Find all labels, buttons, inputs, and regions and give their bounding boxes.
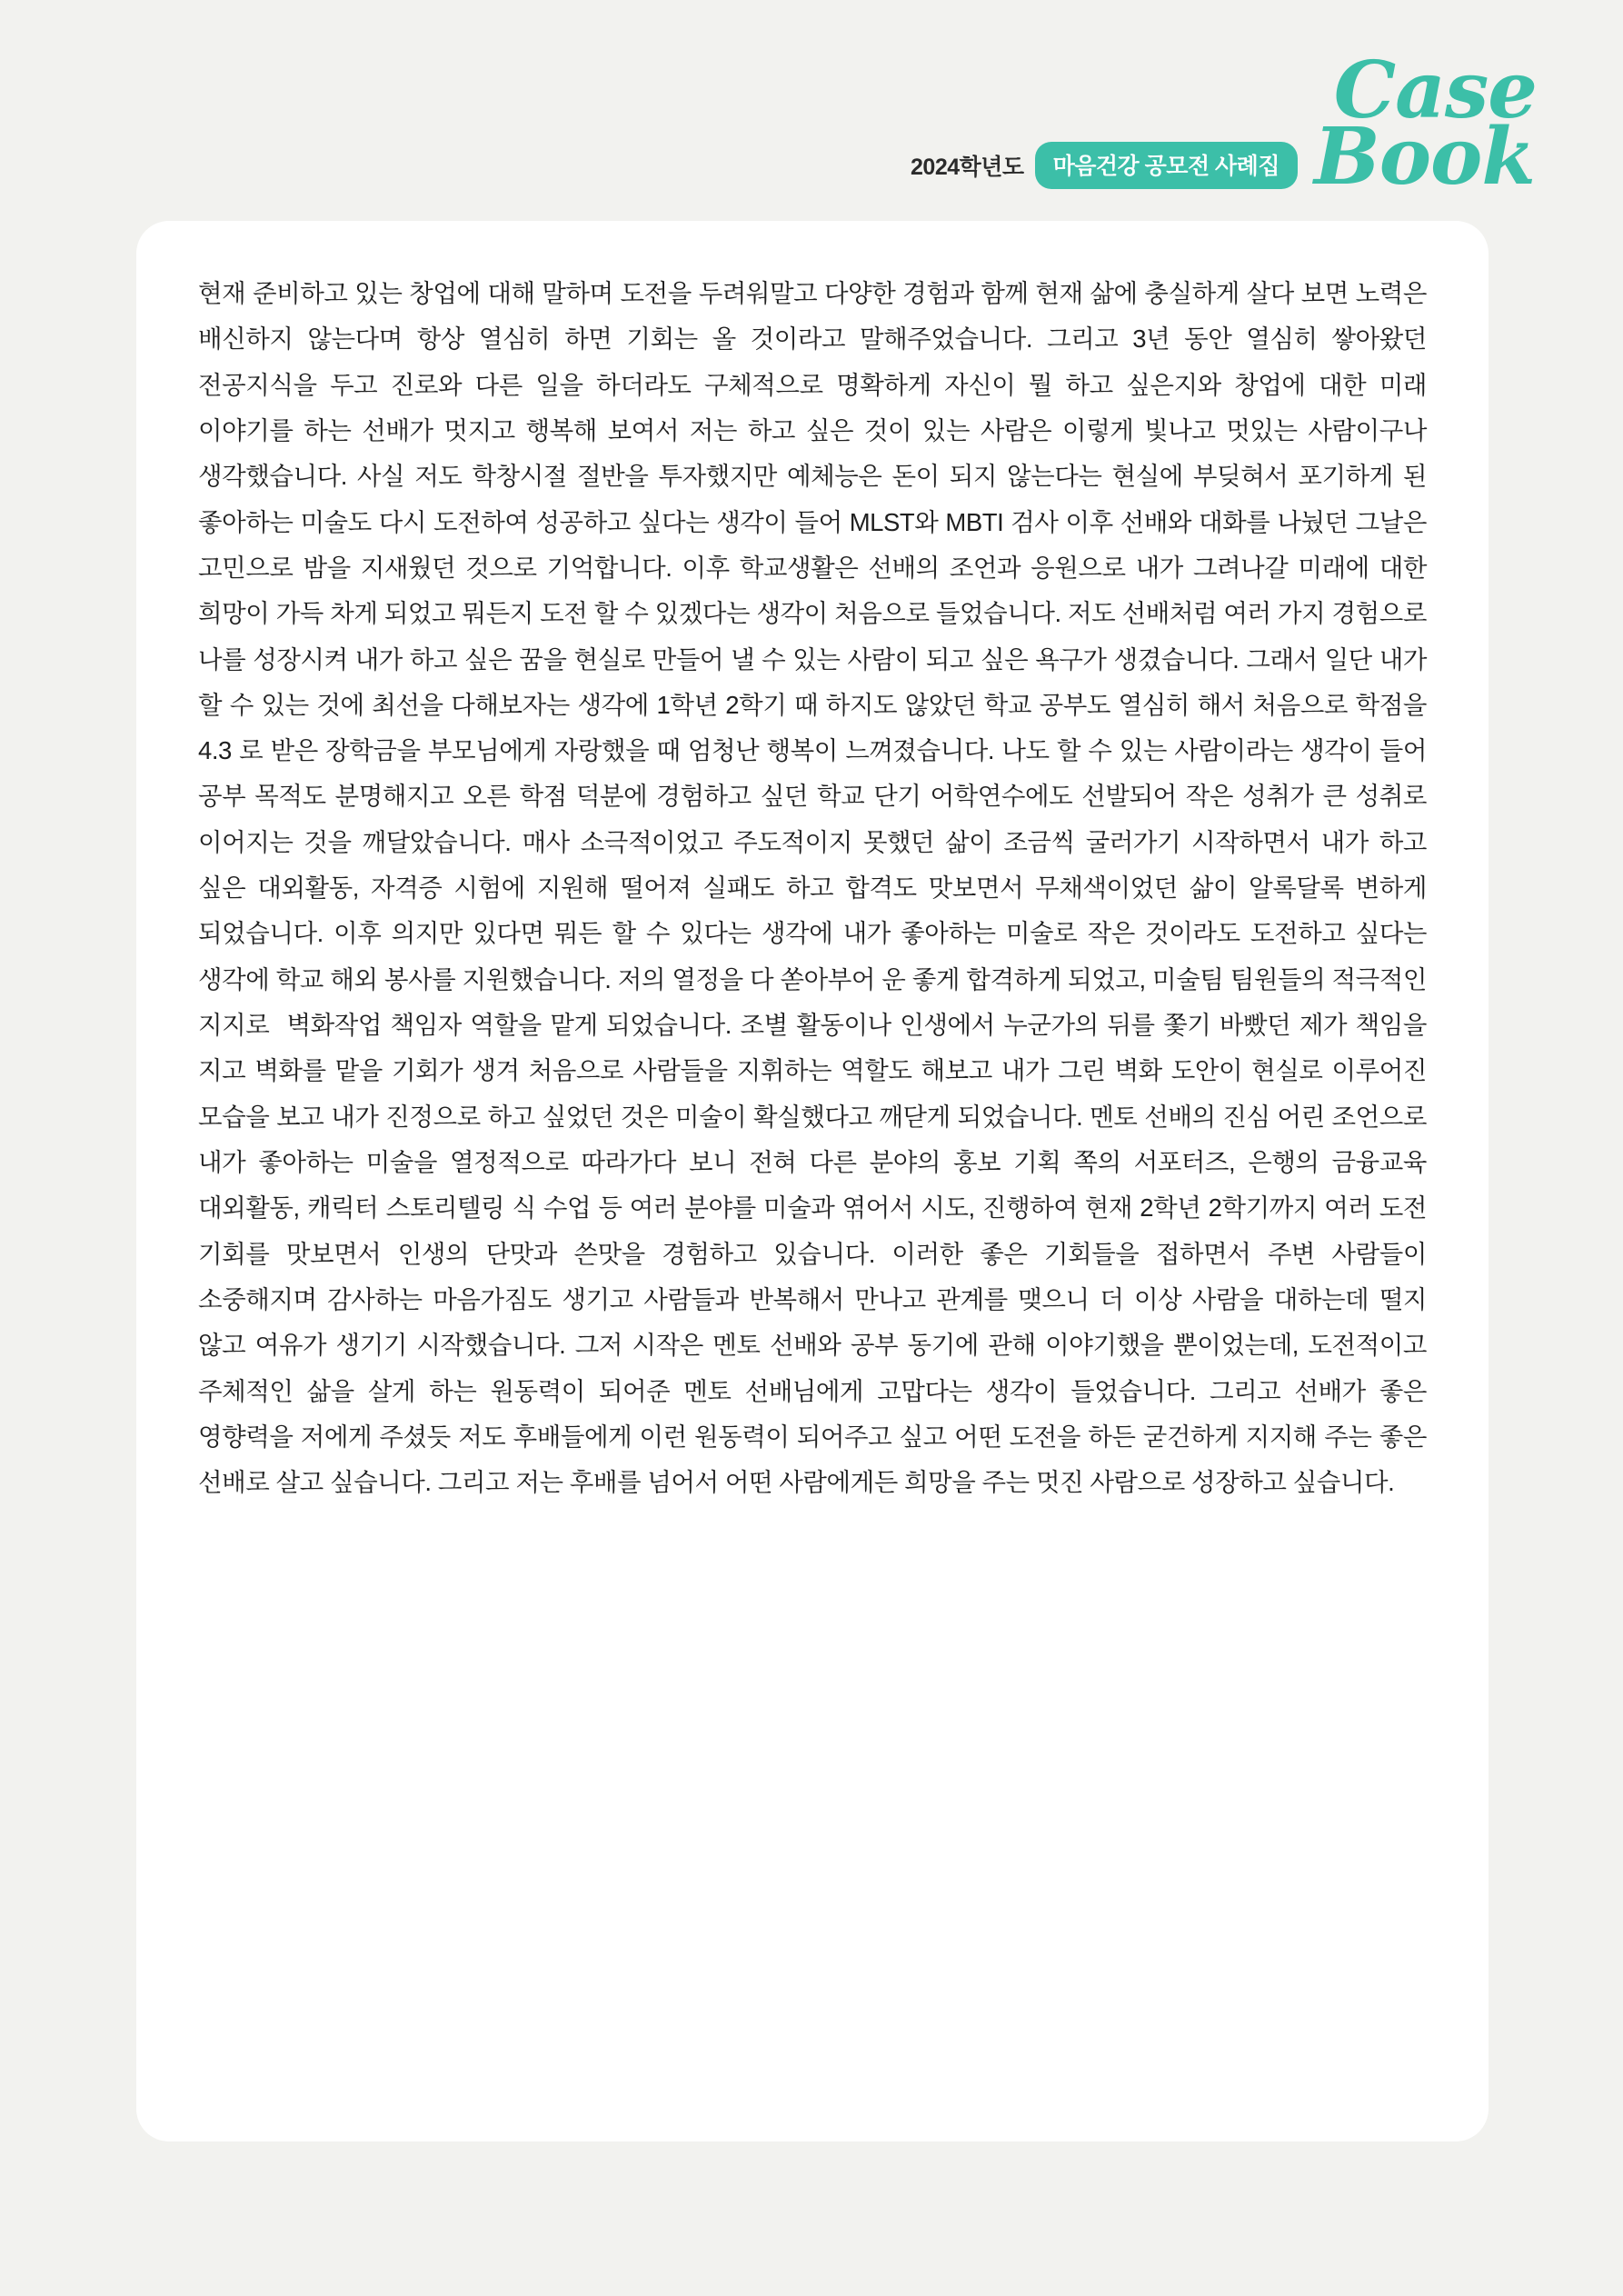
logo-word-book: Book <box>1314 111 1535 204</box>
essay-body-text: 현재 준비하고 있는 창업에 대해 말하며 도전을 두려워말고 다양한 경험과 함께 현재 삶에 충실하게 살다 보면 노력은 배신하지 않는다며 항상 열심히 하면 기회는 올 것이라고 말해주었습니다. 그리고 3년 동안 열심히 쌓아왔던 전공지식을 두고 진로와 다른 일을 하더라도 구체적으로 명확하게 자신이 뭘 하고 싶은지와 창업에 대한 미래 이야기를 하는 선배가 멋지고 행복해 보여서 저는 하고 싶은 것이 있는 사람은 이렇게 빛나고 멋있는 사람이구나 생각했습니다. 사실 저도 학창시절 절반을 투자했지만 예체능은 돈이 되지 않는다는 현실에 부딪혀서 포기하게 된 좋아하는 미술도 다시 도전하여 성공하고 싶다는 생각이 들어 MLST와 MBTI 검사 이후 선배와 대화를 나눴던 그날은 고민으로 밤을 지새웠던 것으로 기억합니다. 이후 학교생활은 선배의 조언과 응원으로 내가 그려나갈 미래에 대한 희망이 가득 차게 되었고 뭐든지 도전 할 수 있겠다는 생각이 처음으로 들었습니다. 저도 선배처럼 여러 가지 경험으로 나를 성장시켜 내가 하고 싶은 꿈을 현실로 만들어 낼 수 있는 사람이 되고 싶은 욕구가 생겼습니다. 그래서 일단 내가 할 수 있는 것에 최선을 다해보자는 생각에 1학년 2학기 때 하지도 않았던 학교 공부도 열심히 해서 처음으로 학점을 4.3 로 받은 장학금을 부모님에게 자랑했을 때 엄청난 행복이 느껴졌습니다. 나도 할 수 있는 사람이라는 생각이 들어 공부 목적도 분명해지고 오른 학점 덕분에 경험하고 싶던 학교 단기 어학연수에도 선발되어 작은 성취가 큰 성취로 이어지는 것을 깨달았습니다. 매사 소극적이었고 주도적이지 못했던 삶이 조금씩 굴러가기 시작하면서 내가 하고 싶은 대외활동, 자격증 시험에 지원해 떨어져 실패도 하고 합격도 맛보면서 무채색이었던 삶이 알록달록 변하게 되었습니다. 이후 의지만 있다면 뭐든 할 수 있다는 생각에 내가 좋아하는 미술로 작은 것이라도 도전하고 싶다는 생각에 학교 해외 봉사를 지원했습니다. 저의 열정을 다 쏟아부어 운 좋게 합격하게 되었고, 미술팀 팀원들의 적극적인 지지로 벽화작업 책임자 역할을 맡게 되었습니다. 조별 활동이나 인생에서 누군가의 뒤를 쫓기 바빴던 제가 책임을 지고 벽화를 맡을 기회가 생겨 처음으로 사람들을 지휘하는 역할도 해보고 내가 그린 벽화 도안이 현실로 이루어진 모습을 보고 내가 진정으로 하고 싶었던 것은 미술이 확실했다고 깨닫게 되었습니다. 멘토 선배의 진심 어린 조언으로 내가 좋아하는 미술을 열정적으로 따라가다 보니 전혀 다른 분야의 홍보 기획 쪽의 서포터즈, 은행의 금융교육 대외활동, 캐릭터 스토리텔링 식 수업 등 여러 분야를 미술과 엮어서 시도, 진행하여 현재 2학년 2학기까지 여러 도전 기회를 맛보면서 인생의 단맛과 쓴맛을 경험하고 있습니다. 이러한 좋은 기회들을 접하면서 주변 사람들이 소중해지며 감사하는 마음가짐도 생기고 사람들과 반복해서 만나고 관계를 맺으니 더 이상 사람을 대하는데 떨지 않고 여유가 생기기 시작했습니다. 그저 시작은 멘토 선배와 공부 동기에 관해 이야기했을 뿐이었는데, 도전적이고 주체적인 삶을 살게 하는 원동력이 되어준 멘토 선배님에게 고맙다는 생각이 들었습니다. 그리고 선배가 좋은 영향력을 저에게 주셨듯 저도 후배들에게 이런 원동력이 되어주고 싶고 어떤 도전을 하든 굳건하게 지지해 주는 좋은 선배로 살고 싶습니다. 그리고 저는 후배를 넘어서 어떤 사람에게든 희망을 주는 멋진 사람으로 성장하고 싶습니다. <box>198 279 1434 1497</box>
logo-word-case: Case <box>1333 45 1537 136</box>
year-label: 2024학년도 <box>911 155 1024 181</box>
header-caption-group <box>911 58 1298 189</box>
casebook-logo <box>1314 45 1537 204</box>
content-card-body <box>136 221 1489 1505</box>
content-card <box>136 221 1489 2141</box>
contest-badge: 마음건강 공모전 사례집 <box>1035 142 1298 189</box>
page-header <box>911 45 1537 204</box>
